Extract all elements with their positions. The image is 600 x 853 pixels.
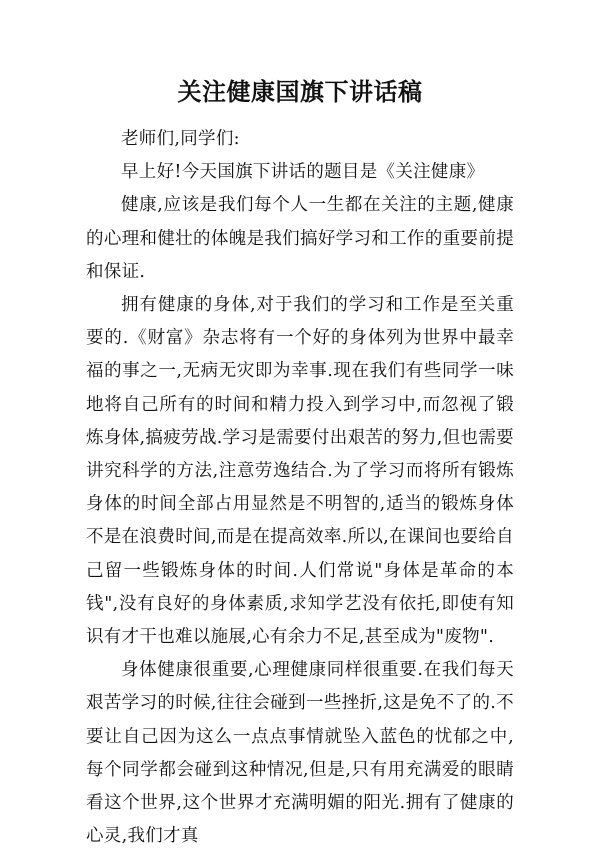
intro-paragraph: 早上好!今天国旗下讲话的题目是《关注健康》 <box>121 162 485 183</box>
greeting-paragraph: 老师们,同学们: <box>121 129 240 149</box>
physical-health-paragraph: 拥有健康的身体,对于我们的学习和工作是至关重要的.《财富》杂志将有一个好的身体列为世界中最幸福的事之一,无病无灾即为幸事.现在我们有些同学一味地将自己所有的时间和精力投入到学习中,而忽视了锻炼身体,搞疲劳战.学习是需要付出艰苦的努力,但也需要讲究科学的方法,注意劳逸结合.为了学习而将所有锻炼身体的时间全部占用显然是不明智的,适当的锻炼身体不是在浪费时间,而是在提高效率.所以,在课间也要给自己留一些锻炼身体的时间.人们常说"身体是革命的本钱",没有良好的身体素质,求知学艺没有依托,即使有知识有才干也难以施展,心有余力不足,甚至成为"废物". <box>86 295 514 648</box>
document-body <box>86 123 514 853</box>
document-title: 关注健康国旗下讲话稿 <box>177 77 423 106</box>
theme-paragraph: 健康,应该是我们每个人一生都在关注的主题,健康的心理和健壮的体魄是我们搞好学习和工作的重要前提和保证. <box>86 195 514 282</box>
mental-health-paragraph: 身体健康很重要,心理健康同样很重要.在我们每天艰苦学习的时候,往往会碰到一些挫折,这是免不了的.不要让自己因为这么一点点事情就坠入蓝色的忧郁之中,每个同学都会碰到这种情况,但是,只有用充满爱的眼睛看这个世界,这个世界才充满明媚的阳光.拥有了健康的心灵,我们才真 <box>86 660 514 847</box>
